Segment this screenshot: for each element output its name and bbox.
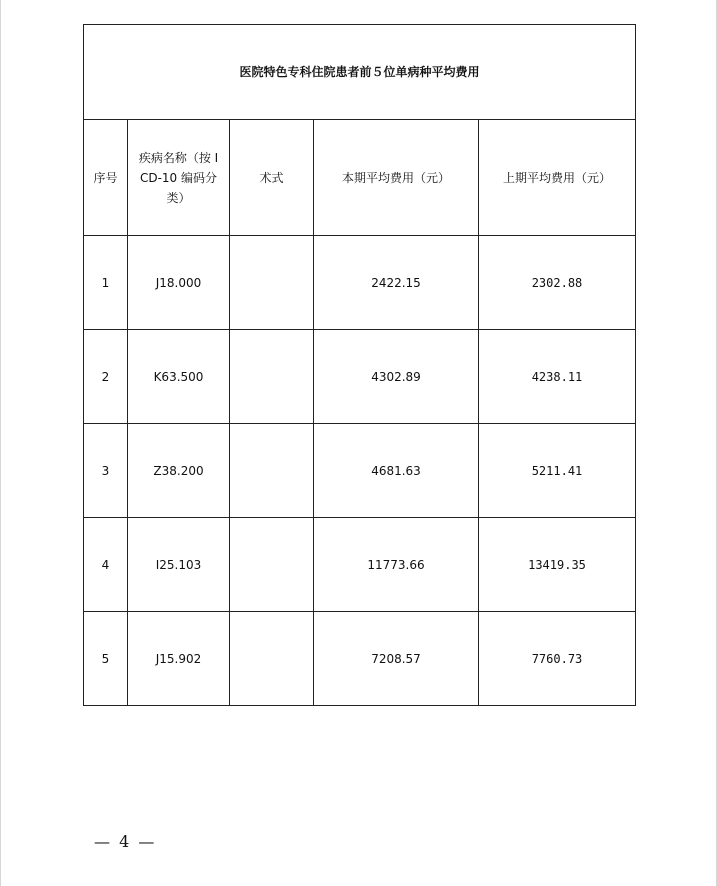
header-previous-avg: 上期平均费用（元）	[479, 120, 636, 236]
table-row	[84, 424, 636, 518]
row-surgery	[230, 330, 314, 424]
row-seq: 5	[84, 612, 128, 706]
row-previous: 4238.11	[479, 330, 636, 424]
header-seq: 序号	[84, 120, 128, 236]
table-title: 医院特色专科住院患者前５位单病种平均费用	[84, 25, 636, 120]
table-header-row	[84, 120, 636, 236]
row-previous: 2302.88	[479, 236, 636, 330]
row-seq: 4	[84, 518, 128, 612]
row-seq: 2	[84, 330, 128, 424]
page-number: — 4 —	[94, 832, 157, 851]
row-current: 4681.63	[314, 424, 479, 518]
row-code: Z38.200	[128, 424, 230, 518]
row-code: I25.103	[128, 518, 230, 612]
row-current: 2422.15	[314, 236, 479, 330]
table-row	[84, 518, 636, 612]
row-previous: 13419.35	[479, 518, 636, 612]
row-surgery	[230, 612, 314, 706]
row-code: K63.500	[128, 330, 230, 424]
table-row	[84, 612, 636, 706]
row-current: 4302.89	[314, 330, 479, 424]
row-seq: 3	[84, 424, 128, 518]
header-current-avg: 本期平均费用（元）	[314, 120, 479, 236]
cost-table	[83, 24, 636, 706]
row-seq: 1	[84, 236, 128, 330]
row-code: J15.902	[128, 612, 230, 706]
table-row	[84, 236, 636, 330]
row-previous: 7760.73	[479, 612, 636, 706]
row-code: J18.000	[128, 236, 230, 330]
row-surgery	[230, 518, 314, 612]
row-current: 7208.57	[314, 612, 479, 706]
header-disease	[128, 120, 230, 236]
table-row	[84, 330, 636, 424]
header-surgery: 术式	[230, 120, 314, 236]
header-disease-label: 疾病名称（按 ICD-10 编码分类）	[138, 150, 219, 205]
page-edge-left	[0, 0, 1, 886]
row-previous: 5211.41	[479, 424, 636, 518]
row-current: 11773.66	[314, 518, 479, 612]
row-surgery	[230, 424, 314, 518]
row-surgery	[230, 236, 314, 330]
